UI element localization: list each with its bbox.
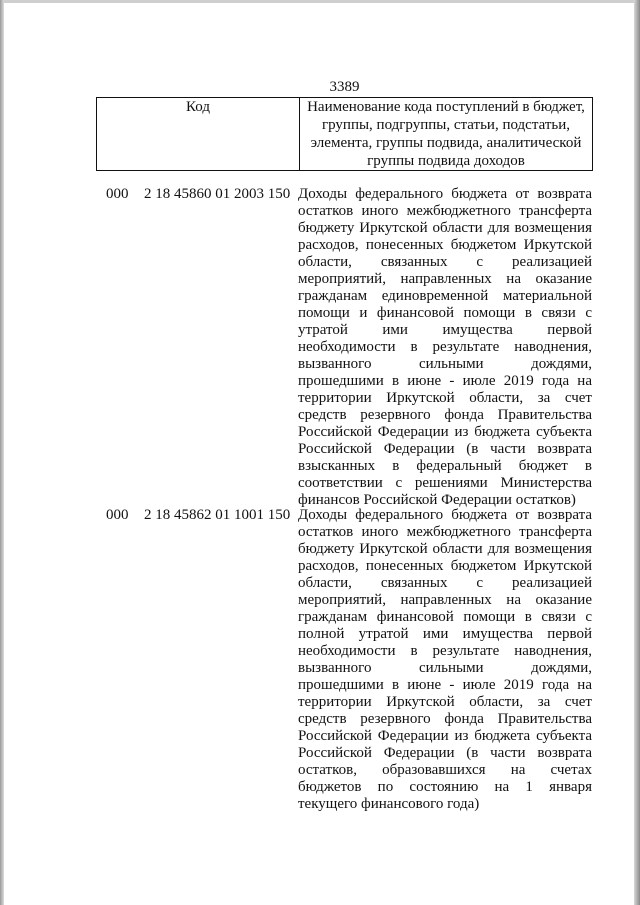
row-code: 2 18 45862 01 1001 150: [144, 507, 291, 523]
row-prefix: 000: [106, 507, 129, 523]
code-column-header: Код: [97, 98, 300, 171]
row-code: 2 18 45860 01 2003 150: [144, 186, 291, 202]
name-column-header: Наименование кода поступлений в бюджет, группы, подгруппы, статьи, подстатьи, элемента, группы подвида, аналитической группы подвида доходов: [300, 98, 593, 171]
row-prefix: 000: [106, 186, 129, 202]
header-row: [97, 98, 593, 171]
scan-edge-left: [0, 0, 4, 905]
row-name: Доходы федерального бюджета от возврата остатков иного межбюджетного трансферта бюджету Иркутской области для возмещения расходов, понесенных бюджетом Иркутской области, связанных с реализацией мероприятий, направленных на оказание гражданам единовременной материальной помощи и финансовой помощи в связи с утратой ими имущества первой необходимости в результате наводнения, вызванного сильными дождями, прошедшими в июне - июле 2019 года на территории Иркутской области, за счет средств резервного фонда Правительства Российской Федерации из бюджета субъекта Российской Федерации (в части возврата взысканных в федеральный бюджет в соответствии с решениями Министерства финансов Российской Федерации остатков): [298, 186, 592, 508]
scan-edge-top: [0, 0, 640, 3]
row-name: Доходы федерального бюджета от возврата остатков иного межбюджетного трансферта бюджету Иркутской области для возмещения расходов, понесенных бюджетом Иркутской области, связанных с реализацией мероприятий, направленных на оказание гражданам финансовой помощи в связи с полной утратой ими имущества первой необходимости в результате наводнения, вызванного сильными дождями, прошедшими в июне - июле 2019 года на территории Иркутской области, за счет средств резервного фонда Правительства Российской Федерации из бюджета субъекта Российской Федерации (в части возврата остатков, образовавшихся на счетах бюджетов по состоянию на 1 января текущего финансового года): [298, 507, 592, 812]
scan-edge-right: [634, 0, 640, 905]
page-number: 3389: [329, 79, 360, 95]
header-table: [96, 97, 593, 171]
